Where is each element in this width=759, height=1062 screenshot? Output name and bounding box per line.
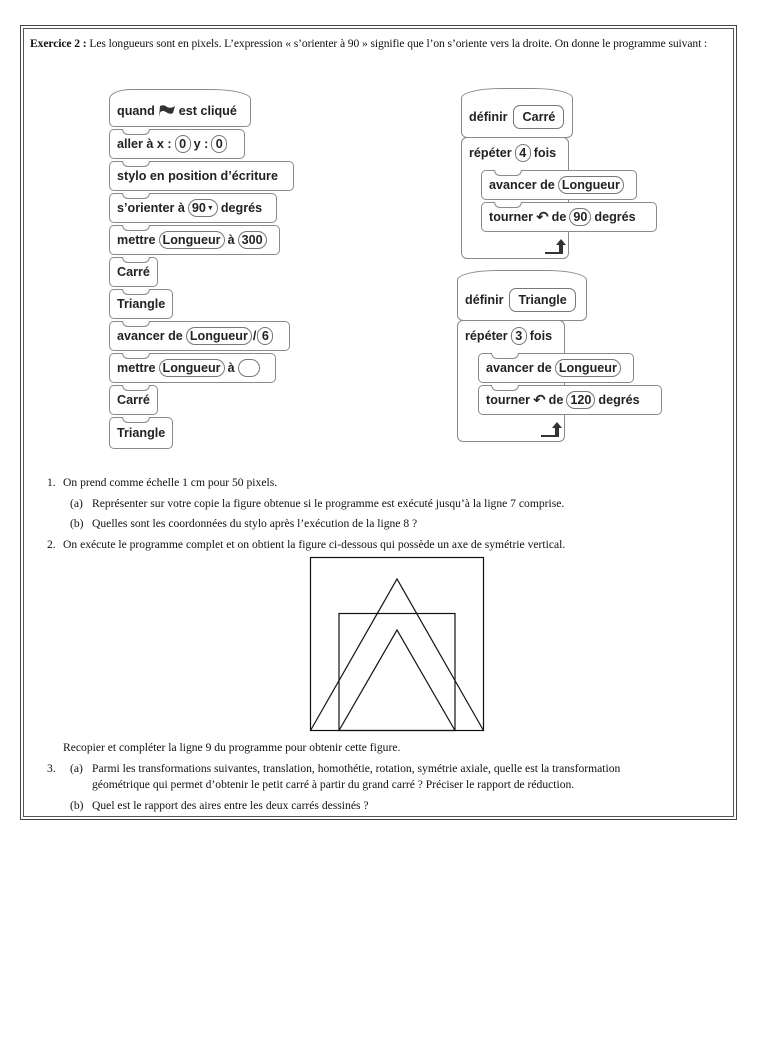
q2-text: On exécute le programme complet et on obtient la figure ci-dessous qui possède un axe de symétrie vertical.: [63, 538, 566, 551]
block-text: aller à x :: [117, 137, 172, 151]
q1-text: On prend comme échelle 1 cm pour 50 pixels.: [63, 476, 278, 489]
x-value: 0: [175, 135, 191, 153]
block-text: avancer de: [117, 329, 183, 343]
value-text: 90: [191, 201, 206, 215]
block-call-triangle: [109, 289, 173, 319]
set-value: 300: [238, 231, 267, 249]
variable-longueur: Longueur: [159, 231, 225, 249]
repeat-count: 3: [511, 327, 527, 345]
block-text: Triangle: [117, 426, 166, 440]
big-square: [311, 558, 484, 731]
block-text: stylo en position d’écriture: [117, 169, 278, 183]
block-text: fois: [533, 146, 557, 160]
q2-number: 2.: [47, 538, 56, 551]
variable-longueur: Longueur: [558, 176, 624, 194]
block-text: fois: [529, 329, 553, 343]
block-text: degrés: [220, 201, 263, 215]
turn-angle: 120: [566, 391, 595, 409]
block-call-carre: [109, 385, 158, 415]
block-move-longueur: [478, 353, 634, 383]
q1-number: 1.: [47, 476, 56, 489]
turn-angle: 90: [569, 208, 591, 226]
block-move-longueur: [481, 170, 637, 200]
q3b-number: (b): [70, 799, 84, 812]
q3a-number: (a): [70, 762, 83, 775]
block-repeat-3: [457, 321, 565, 351]
block-call-triangle: [109, 417, 173, 449]
dropdown-icon: ▼: [206, 204, 214, 212]
variable-longueur: Longueur: [186, 327, 252, 345]
exercise-intro: [30, 35, 732, 52]
divisor-value: 6: [257, 327, 273, 345]
q1b-text: Quelles sont les coordonnées du stylo après l’exécution de la ligne 8 ?: [92, 517, 418, 530]
q3b-text: Quel est le rapport des aires entre les deux carrés dessinés ?: [92, 799, 369, 812]
loop-arrow-icon: [543, 237, 567, 255]
block-text: tourner: [489, 210, 534, 224]
block-call-carre: [109, 257, 158, 287]
exercise-title: Exercice 2 :: [30, 37, 87, 50]
define-name: Carré: [513, 105, 564, 129]
define-carre-hat: [461, 88, 573, 138]
block-turn-90: [481, 202, 657, 232]
define-name: Triangle: [509, 288, 575, 312]
block-text: répéter: [465, 329, 508, 343]
flag-icon: [158, 105, 176, 117]
block-text: degrés: [598, 393, 640, 407]
block-turn-120: [478, 385, 662, 415]
define-label: définir: [469, 110, 508, 124]
q3a-text-line1: Parmi les transformations suivantes, translation, homothétie, rotation, symétrie axiale, quelle est la transformation: [92, 762, 621, 775]
block-text: mettre: [117, 361, 156, 375]
block-point-direction: [109, 193, 277, 223]
block-goto-xy: [109, 129, 245, 159]
small-triangle: [339, 630, 455, 731]
block-text: quand: [117, 104, 155, 118]
define-triangle-hat: [457, 270, 587, 321]
q1b-number: (b): [70, 517, 84, 530]
symmetric-figure: [309, 556, 487, 734]
block-text: à: [227, 233, 235, 247]
q3a-text-line2: géométrique qui permet d’obtenir le petit carré à partir du grand carré ? Préciser le rapport de réduction.: [92, 778, 575, 791]
block-text: de: [548, 393, 564, 407]
block-text: tourner: [486, 393, 531, 407]
block-set-longueur-300: [109, 225, 280, 255]
block-when-flag-clicked: [109, 89, 251, 127]
block-text: s’orienter à: [117, 201, 185, 215]
q1a-text: Représenter sur votre copie la figure obtenue si le programme est exécuté jusqu’à la ligne 7 comprise.: [92, 497, 565, 510]
block-text: mettre: [117, 233, 156, 247]
block-pen-down: [109, 161, 294, 191]
block-move-longueur-div-6: [109, 321, 290, 351]
block-text: Carré: [117, 393, 150, 407]
block-text: Carré: [117, 265, 150, 279]
block-text: est cliqué: [178, 104, 237, 118]
block-set-longueur-blank: [109, 353, 276, 383]
block-repeat-4: [461, 138, 569, 168]
y-value: 0: [211, 135, 227, 153]
big-triangle: [311, 579, 484, 731]
blank-value-slot: [238, 359, 260, 377]
variable-longueur: Longueur: [555, 359, 621, 377]
block-text: Triangle: [117, 297, 166, 311]
q1a-number: (a): [70, 497, 83, 510]
block-text: de: [551, 210, 567, 224]
turn-left-icon: ↶: [536, 209, 549, 226]
turn-left-icon: ↶: [533, 392, 546, 409]
variable-longueur: Longueur: [159, 359, 225, 377]
block-text: degrés: [594, 210, 636, 224]
exercise-intro-text: Les longueurs sont en pixels. L’expression « s’orienter à 90 » signifie que l’on s’oriente vers la droite. On donne le programme suivant :: [89, 37, 708, 50]
block-text: à: [227, 361, 235, 375]
q3-number: 3.: [47, 762, 56, 775]
block-text: avancer de: [489, 178, 555, 192]
loop-arrow-icon: [539, 420, 563, 438]
define-label: définir: [465, 292, 504, 307]
operator-text: /: [252, 329, 257, 343]
repeat-count: 4: [515, 144, 531, 162]
direction-value: [188, 199, 218, 217]
q2-follow-text: Recopier et compléter la ligne 9 du programme pour obtenir cette figure.: [63, 741, 401, 754]
block-text: répéter: [469, 146, 512, 160]
block-text: avancer de: [486, 361, 552, 375]
block-text: y :: [193, 137, 209, 151]
